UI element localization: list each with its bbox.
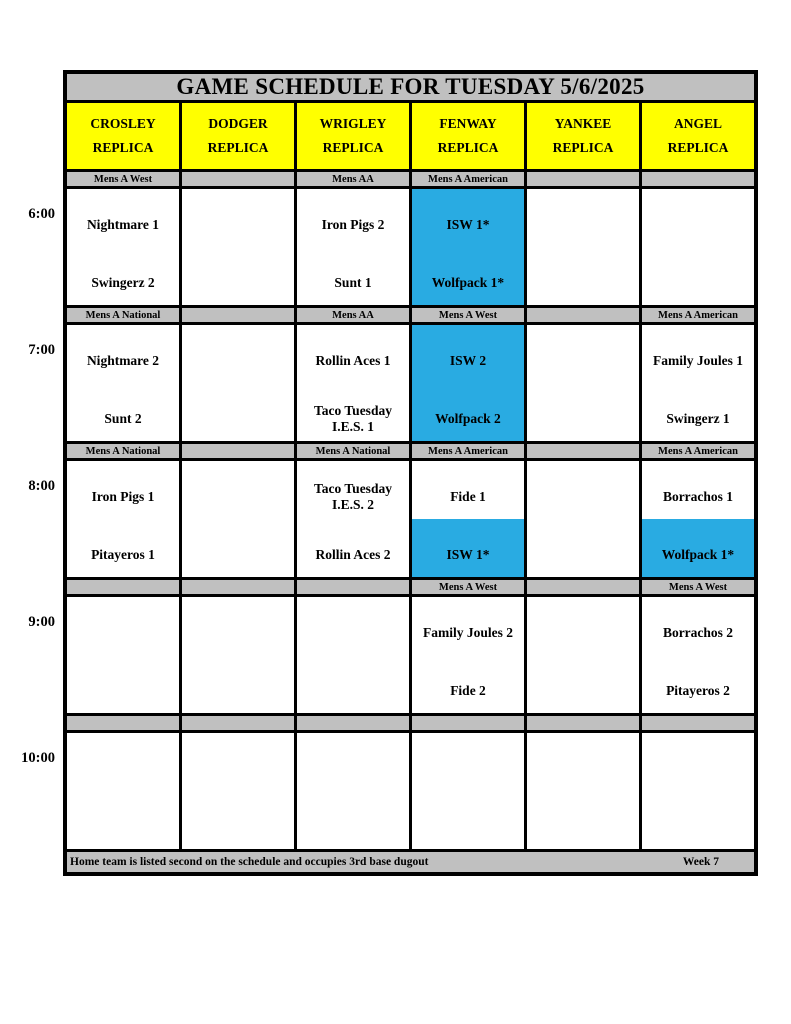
division-label: Mens A West bbox=[67, 172, 179, 186]
game-cell bbox=[67, 597, 179, 713]
home-team bbox=[527, 383, 639, 441]
division-label bbox=[67, 716, 179, 730]
away-team bbox=[182, 733, 294, 791]
away-team bbox=[642, 189, 754, 247]
home-team: Taco Tuesday I.E.S. 1 bbox=[314, 403, 392, 434]
time-label-6: 6:00 bbox=[28, 206, 55, 222]
game-cell bbox=[527, 325, 639, 441]
home-team: Fide 2 bbox=[450, 683, 486, 699]
home-team bbox=[182, 791, 294, 849]
field-type: REPLICA bbox=[92, 140, 154, 156]
field-type: REPLICA bbox=[322, 140, 384, 156]
away-team bbox=[527, 461, 639, 519]
schedule-title: GAME SCHEDULE FOR TUESDAY 5/6/2025 bbox=[67, 74, 754, 100]
home-team: Swingerz 2 bbox=[91, 275, 155, 291]
division-label bbox=[527, 172, 639, 186]
division-label bbox=[182, 172, 294, 186]
division-label: Mens A National bbox=[297, 444, 409, 458]
home-team: Wolfpack 2 bbox=[412, 383, 524, 441]
game-cell bbox=[182, 733, 294, 849]
home-team bbox=[182, 655, 294, 713]
division-label: Mens A National bbox=[67, 308, 179, 322]
time-label-7: 7:00 bbox=[28, 342, 55, 358]
game-cell bbox=[527, 189, 639, 305]
field-name: FENWAY bbox=[439, 115, 497, 131]
away-team: Nightmare 1 bbox=[86, 217, 160, 233]
footer-band bbox=[67, 852, 754, 872]
away-team bbox=[182, 461, 294, 519]
field-type: REPLICA bbox=[437, 140, 499, 156]
division-label bbox=[297, 716, 409, 730]
time-label-8: 8:00 bbox=[28, 478, 55, 494]
away-team: Iron Pigs 2 bbox=[321, 217, 385, 233]
division-label: Mens AA bbox=[297, 308, 409, 322]
division-label bbox=[642, 716, 754, 730]
division-label bbox=[412, 716, 524, 730]
game-cell bbox=[297, 733, 409, 849]
field-name: CROSLEY bbox=[90, 115, 156, 131]
away-team: Taco Tuesday I.E.S. 2 bbox=[314, 481, 392, 512]
game-cell bbox=[642, 597, 754, 713]
home-team: Rollin Aces 2 bbox=[315, 547, 391, 563]
division-label: Mens A American bbox=[412, 172, 524, 186]
home-team bbox=[527, 791, 639, 849]
field-type: REPLICA bbox=[667, 140, 729, 156]
home-team: Sunt 2 bbox=[104, 411, 142, 427]
away-team bbox=[527, 597, 639, 655]
game-cell bbox=[527, 461, 639, 577]
away-team bbox=[182, 325, 294, 383]
away-team: Borrachos 1 bbox=[662, 489, 734, 505]
away-team bbox=[297, 733, 409, 791]
field-type: REPLICA bbox=[207, 140, 269, 156]
away-team: ISW 2 bbox=[412, 325, 524, 383]
game-cell bbox=[67, 461, 179, 577]
field-name: YANKEE bbox=[554, 115, 612, 131]
division-label bbox=[182, 580, 294, 594]
away-team: Nightmare 2 bbox=[86, 353, 160, 369]
away-team bbox=[527, 325, 639, 383]
home-team bbox=[527, 655, 639, 713]
home-team bbox=[182, 383, 294, 441]
division-label: Mens A West bbox=[642, 580, 754, 594]
away-team bbox=[182, 597, 294, 655]
home-team bbox=[527, 519, 639, 577]
home-team: ISW 1* bbox=[412, 519, 524, 577]
game-cell bbox=[182, 597, 294, 713]
home-team: Pitayeros 2 bbox=[666, 683, 730, 699]
home-team bbox=[297, 791, 409, 849]
division-label bbox=[182, 444, 294, 458]
game-cell bbox=[67, 733, 179, 849]
division-label bbox=[182, 308, 294, 322]
game-cell-highlighted bbox=[412, 325, 524, 441]
home-team bbox=[642, 791, 754, 849]
away-team bbox=[297, 597, 409, 655]
game-cell bbox=[412, 733, 524, 849]
division-label: Mens A American bbox=[642, 308, 754, 322]
division-label: Mens AA bbox=[297, 172, 409, 186]
home-team bbox=[297, 655, 409, 713]
home-team bbox=[642, 247, 754, 305]
division-label bbox=[182, 716, 294, 730]
field-header-fenway bbox=[412, 103, 524, 169]
division-label bbox=[642, 172, 754, 186]
division-label bbox=[67, 580, 179, 594]
away-team: Borrachos 2 bbox=[662, 625, 734, 641]
home-team: Wolfpack 1* bbox=[412, 247, 524, 305]
division-label bbox=[527, 716, 639, 730]
time-label-9: 9:00 bbox=[28, 614, 55, 630]
division-label bbox=[527, 308, 639, 322]
away-team: ISW 1* bbox=[412, 189, 524, 247]
away-team: Family Joules 2 bbox=[423, 625, 513, 641]
game-cell bbox=[297, 461, 409, 577]
field-type: REPLICA bbox=[552, 140, 614, 156]
away-team bbox=[412, 733, 524, 791]
home-team bbox=[412, 791, 524, 849]
game-cell bbox=[67, 189, 179, 305]
home-team bbox=[67, 791, 179, 849]
division-label: Mens A National bbox=[67, 444, 179, 458]
game-cell bbox=[297, 325, 409, 441]
game-cell bbox=[642, 733, 754, 849]
home-team bbox=[67, 655, 179, 713]
schedule-table bbox=[63, 70, 758, 876]
field-header-yankee bbox=[527, 103, 639, 169]
game-cell-highlighted bbox=[412, 189, 524, 305]
game-cell bbox=[182, 189, 294, 305]
game-cell bbox=[297, 597, 409, 713]
game-cell-highlighted bbox=[412, 461, 524, 577]
away-team bbox=[67, 733, 179, 791]
home-team: Pitayeros 1 bbox=[91, 547, 155, 563]
time-label-10: 10:00 bbox=[21, 750, 55, 766]
division-label bbox=[527, 444, 639, 458]
division-label bbox=[297, 580, 409, 594]
home-team: Swingerz 1 bbox=[666, 411, 730, 427]
game-cell bbox=[642, 325, 754, 441]
field-header-angel bbox=[642, 103, 754, 169]
game-cell bbox=[182, 325, 294, 441]
division-label: Mens A American bbox=[412, 444, 524, 458]
home-team: Sunt 1 bbox=[334, 275, 372, 291]
field-name: WRIGLEY bbox=[319, 115, 387, 131]
division-label: Mens A American bbox=[642, 444, 754, 458]
home-team bbox=[527, 247, 639, 305]
field-header-crosley bbox=[67, 103, 179, 169]
home-team: Wolfpack 1* bbox=[642, 519, 754, 577]
division-label: Mens A West bbox=[412, 308, 524, 322]
game-cell-highlighted bbox=[642, 461, 754, 577]
division-label bbox=[527, 580, 639, 594]
game-cell bbox=[182, 461, 294, 577]
home-team bbox=[182, 247, 294, 305]
home-team-note: Home team is listed second on the schedule and occupies 3rd base dugout bbox=[70, 856, 429, 868]
field-name: DODGER bbox=[208, 115, 268, 131]
week-label: Week 7 bbox=[682, 856, 719, 868]
away-team bbox=[527, 733, 639, 791]
home-team bbox=[182, 519, 294, 577]
away-team: Family Joules 1 bbox=[653, 353, 743, 369]
away-team bbox=[182, 189, 294, 247]
away-team bbox=[642, 733, 754, 791]
game-cell bbox=[412, 597, 524, 713]
away-team: Rollin Aces 1 bbox=[315, 353, 391, 369]
away-team bbox=[527, 189, 639, 247]
game-cell bbox=[297, 189, 409, 305]
field-header-wrigley bbox=[297, 103, 409, 169]
field-name: ANGEL bbox=[673, 115, 722, 131]
field-header-dodger bbox=[182, 103, 294, 169]
away-team bbox=[67, 597, 179, 655]
away-team: Fide 1 bbox=[450, 489, 486, 505]
game-cell bbox=[527, 733, 639, 849]
game-cell bbox=[527, 597, 639, 713]
game-cell bbox=[67, 325, 179, 441]
away-team: Iron Pigs 1 bbox=[91, 489, 155, 505]
division-label: Mens A West bbox=[412, 580, 524, 594]
game-cell bbox=[642, 189, 754, 305]
